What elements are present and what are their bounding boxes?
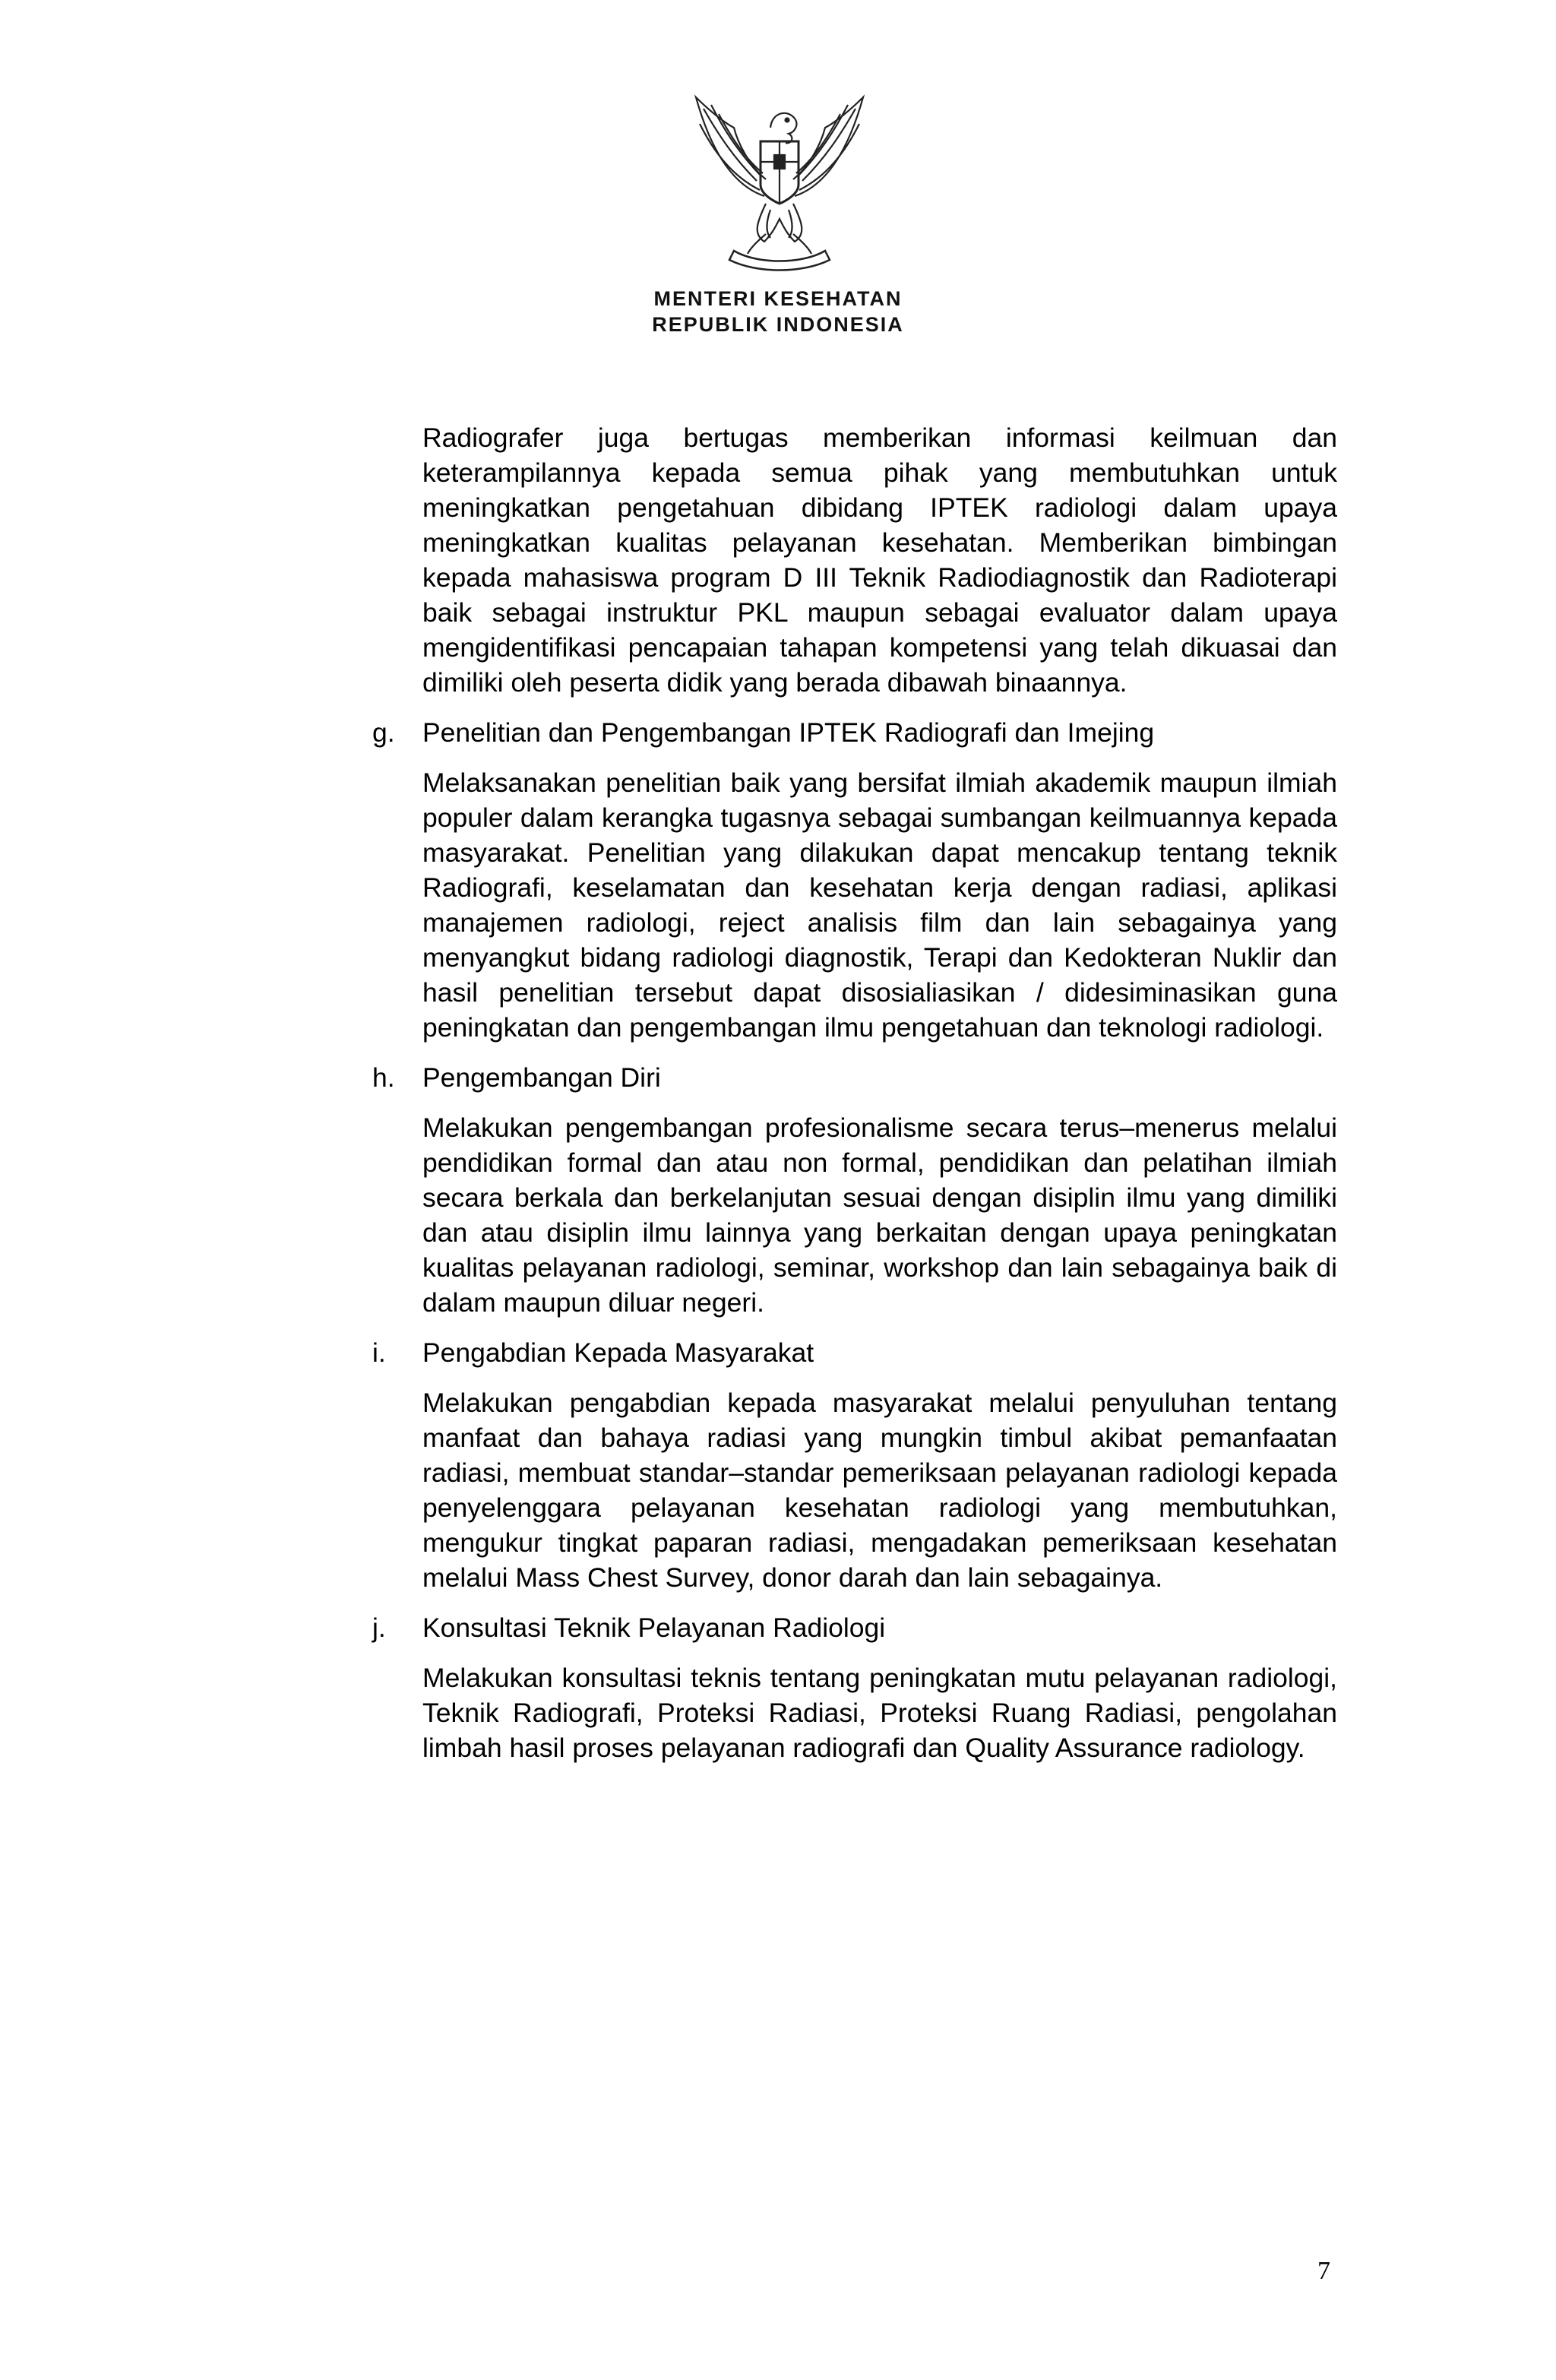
section-h (372, 1060, 1337, 1320)
section-title: Pengabdian Kepada Masyarakat (422, 1337, 814, 1368)
section-title: Penelitian dan Pengembangan IPTEK Radiografi dan Imejing (422, 717, 1155, 748)
section-heading (372, 1060, 1337, 1095)
section-letter: i. (372, 1337, 386, 1368)
page-number: 7 (1317, 2257, 1330, 2285)
section-letter: j. (372, 1613, 386, 1643)
ministry-title: MENTERI KESEHATAN (653, 287, 903, 310)
section-heading (372, 1335, 1337, 1370)
section-letter: g. (372, 717, 395, 748)
section-j (372, 1610, 1337, 1765)
section-heading (372, 715, 1337, 750)
section-letter: h. (372, 1062, 395, 1093)
section-paragraph: Melaksanakan penelitian baik yang bersifat ilmiah akademik maupun ilmiah populer dalam kerangka tugasnya sebagai sumbangan keilmuannya kepada masyarakat. Penelitian yang dilakukan dapat mencakup tentang teknik Radiografi, keselamatan dan kesehatan kerja dengan radiasi, aplikasi manajemen radiologi, reject analisis film dan lain sebagainya yang menyangkut bidang radiologi diagnostik, Terapi dan Kedokteran Nuklir dan hasil penelitian tersebut dapat disosialiasikan / didesiminasikan guna peningkatan dan pengembangan ilmu pengetahuan dan teknologi radiologi. (422, 767, 1337, 1043)
garuda-emblem-icon (681, 82, 878, 280)
document-body (372, 420, 1337, 1765)
intro-paragraph: Radiografer juga bertugas memberikan informasi keilmuan dan keterampilannya kepada semua pihak yang membutuhkan untuk meningkatkan pengetahuan dibidang IPTEK radiologi dalam upaya meningkatkan kualitas pelayanan kesehatan. Memberikan bimbingan kepada mahasiswa program D III Teknik Radiodiagnostik dan Radioterapi baik sebagai instruktur PKL maupun sebagai evaluator dalam upaya mengidentifikasi pencapaian tahapan kompetensi yang telah dikuasai dan dimiliki oleh peserta didik yang berada dibawah binaannya. (422, 423, 1337, 698)
section-title: Pengembangan Diri (422, 1062, 661, 1093)
section-paragraph: Melakukan pengabdian kepada masyarakat melalui penyuluhan tentang manfaat dan bahaya radiasi yang mungkin timbul akibat pemanfaatan radiasi, membuat standar–standar pemeriksaan pelayanan radiologi kepada penyelenggara pelayanan kesehatan radiologi yang membutuhkan, mengukur tingkat paparan radiasi, mengadakan pemeriksaan kesehatan melalui Mass Chest Survey, donor darah dan lain sebagainya. (422, 1388, 1337, 1593)
section-paragraph: Melakukan konsultasi teknis tentang peningkatan mutu pelayanan radiologi, Teknik Radiografi, Proteksi Radiasi, Proteksi Ruang Radiasi, pengolahan limbah hasil proses pelayanan radiografi dan Quality Assurance radiology. (422, 1663, 1337, 1763)
section-g (372, 715, 1337, 1045)
country-title: REPUBLIK INDONESIA (652, 313, 904, 336)
section-paragraph: Melakukan pengembangan profesionalisme secara terus–menerus melalui pendidikan formal dan atau non formal, pendidikan dan pelatihan ilmiah secara berkala dan berkelanjutan sesuai dengan disiplin ilmu yang dimiliki dan atau disiplin ilmu lainnya yang berkaitan dengan upaya peningkatan kualitas pelayanan radiologi, seminar, workshop dan lain sebagainya baik di dalam maupun diluar negeri. (422, 1112, 1337, 1318)
section-i (372, 1335, 1337, 1595)
section-heading (372, 1610, 1337, 1645)
section-title: Konsultasi Teknik Pelayanan Radiologi (422, 1613, 886, 1643)
